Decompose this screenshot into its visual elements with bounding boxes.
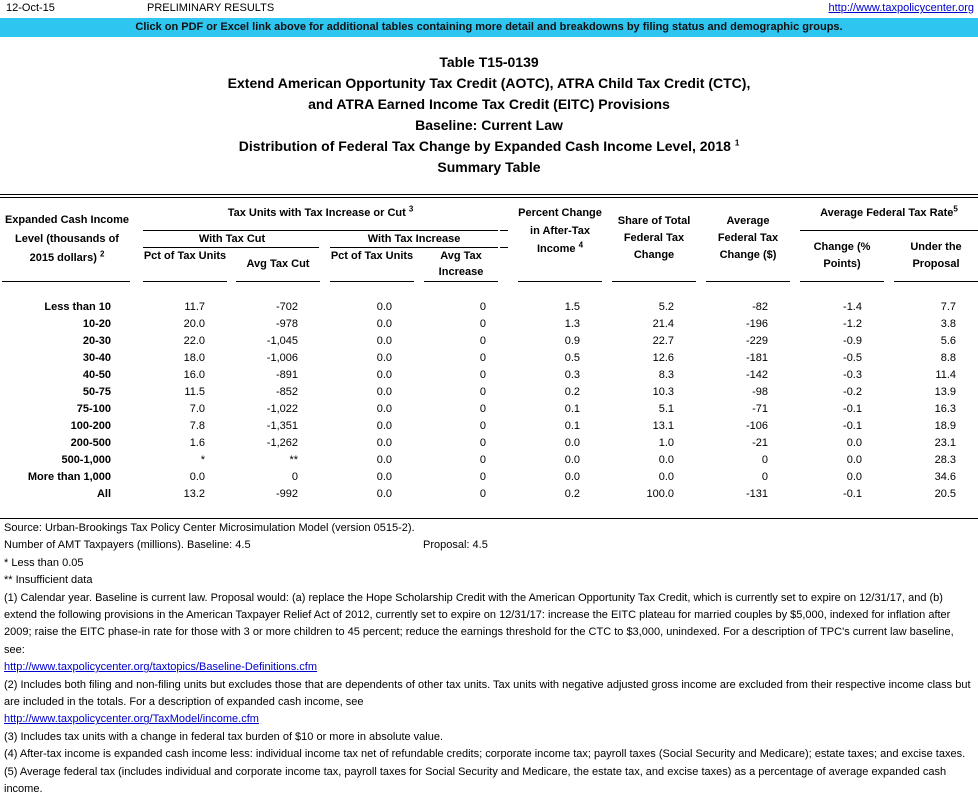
cell-rate-under-proposal: 3.8 — [940, 318, 956, 330]
footnotes — [4, 520, 974, 799]
cell-pct-change-after-tax: 0.1 — [564, 420, 580, 432]
cell-avg-fed-tax-change: -98 — [752, 386, 768, 398]
cell-pct-change-after-tax: 1.3 — [564, 318, 580, 330]
cell-share-total-change: 13.1 — [652, 420, 674, 432]
cell-pct-units-cut: 20.0 — [183, 318, 205, 330]
header-underline — [2, 281, 130, 282]
table-row — [0, 333, 978, 350]
col-group-with-tax-cut: With Tax Cut — [198, 233, 266, 245]
table-id: Table T15-0139 — [439, 54, 539, 70]
cell-income-level: 20-30 — [82, 335, 111, 347]
table-row — [0, 299, 978, 316]
cell-avg-tax-increase: 0 — [479, 471, 486, 483]
double-star-note: ** Insufficient data — [4, 574, 93, 587]
cell-rate-change: -1.2 — [843, 318, 862, 330]
cell-pct-change-after-tax: 0.2 — [564, 386, 580, 398]
cell-pct-change-after-tax: 0.3 — [564, 369, 580, 381]
cell-pct-units-cut: 7.0 — [189, 403, 205, 415]
cell-avg-fed-tax-change: -196 — [745, 318, 768, 330]
cell-pct-units-cut: * — [200, 454, 205, 466]
summary-title: Summary Table — [437, 159, 541, 175]
amt-baseline: Number of AMT Taxpayers (millions). Baseline: 4.5 — [4, 539, 251, 552]
cell-rate-change: -1.4 — [843, 301, 862, 313]
cell-avg-tax-increase: 0 — [479, 386, 486, 398]
cell-avg-tax-increase: 0 — [479, 420, 486, 432]
cell-rate-under-proposal: 16.3 — [934, 403, 956, 415]
cell-pct-units-increase: 0.0 — [376, 301, 392, 313]
header-underline — [500, 247, 508, 248]
cell-avg-tax-increase: 0 — [479, 335, 486, 347]
table-row — [0, 486, 978, 503]
cell-avg-tax-increase: 0 — [479, 318, 486, 330]
cell-pct-units-cut: 16.0 — [183, 369, 205, 381]
header-underline — [518, 281, 602, 282]
cell-share-total-change: 22.7 — [652, 335, 674, 347]
cell-avg-fed-tax-change: -106 — [745, 420, 768, 432]
cell-rate-change: -0.1 — [843, 403, 862, 415]
cell-share-total-change: 8.3 — [658, 369, 674, 381]
cell-avg-tax-increase: 0 — [479, 369, 486, 381]
cell-avg-fed-tax-change: -71 — [752, 403, 768, 415]
cell-income-level: 100-200 — [70, 420, 111, 432]
col-group-tax-units: Tax Units with Tax Increase or Cut $^3$ — [227, 204, 414, 219]
cell-share-total-change: 12.6 — [652, 352, 674, 364]
cell-share-total-change: 10.3 — [652, 386, 674, 398]
cell-income-level: 500-1,000 — [61, 454, 111, 466]
cell-income-level: 75-100 — [76, 403, 111, 415]
cell-pct-units-increase: 0.0 — [376, 335, 392, 347]
cell-avg-fed-tax-change: -21 — [752, 437, 768, 449]
cell-avg-tax-cut: ** — [289, 454, 298, 466]
col-header-rate-change: Change (% Points) — [813, 241, 871, 270]
cell-pct-change-after-tax: 0.0 — [564, 437, 580, 449]
table-row — [0, 452, 978, 469]
cell-pct-units-increase: 0.0 — [376, 352, 392, 364]
cell-rate-under-proposal: 5.6 — [940, 335, 956, 347]
cell-rate-change: -0.2 — [843, 386, 862, 398]
cell-rate-change: 0.0 — [846, 471, 862, 483]
col-header-share-total-change: Share of Total Federal Tax Change — [617, 215, 691, 261]
cell-rate-change: 0.0 — [846, 454, 862, 466]
col-header-pct-units-increase: Pct of Tax Units — [330, 250, 414, 262]
cell-income-level: 10-20 — [82, 318, 111, 330]
tpc-site-link[interactable]: http://www.taxpolicycenter.org — [828, 2, 974, 14]
top-rule — [0, 194, 978, 195]
top-rule — [0, 197, 978, 198]
cell-pct-units-increase: 0.0 — [376, 318, 392, 330]
cell-pct-units-cut: 13.2 — [183, 488, 205, 500]
cell-pct-units-increase: 0.0 — [376, 454, 392, 466]
cell-avg-tax-cut: -1,262 — [266, 437, 298, 449]
header-underline — [894, 281, 978, 282]
cell-share-total-change: 5.1 — [658, 403, 674, 415]
header-underline — [706, 281, 790, 282]
header-underline — [800, 230, 978, 231]
income-definition-link[interactable]: http://www.taxpolicycenter.org/TaxModel/income.cfm — [4, 713, 259, 726]
col-header-rate-under-proposal: Under the Proposal — [910, 241, 962, 270]
table-row — [0, 469, 978, 486]
baseline-definitions-link[interactable]: http://www.taxpolicycenter.org/taxtopics/Baseline-Definitions.cfm — [4, 661, 318, 674]
cell-avg-fed-tax-change: -181 — [745, 352, 768, 364]
cell-avg-fed-tax-change: -131 — [745, 488, 768, 500]
bottom-rule — [0, 518, 978, 519]
cell-share-total-change: 21.4 — [652, 318, 674, 330]
cell-rate-change: -0.1 — [843, 488, 862, 500]
cell-avg-tax-cut: -978 — [275, 318, 298, 330]
table-row — [0, 418, 978, 435]
cell-avg-tax-cut: -1,351 — [266, 420, 298, 432]
cell-avg-tax-cut: -702 — [275, 301, 298, 313]
top-bar — [0, 0, 978, 18]
cell-rate-change: 0.0 — [846, 437, 862, 449]
cell-avg-fed-tax-change: 0 — [761, 454, 768, 466]
table-row — [0, 401, 978, 418]
table-row — [0, 316, 978, 333]
cell-income-level: 200-500 — [70, 437, 111, 449]
amt-note — [4, 537, 974, 554]
cell-pct-change-after-tax: 0.0 — [564, 454, 580, 466]
title-line-1: Extend American Opportunity Tax Credit (AOTC), ATRA Child Tax Credit (CTC), — [227, 75, 751, 91]
cell-avg-tax-cut: -1,022 — [266, 403, 298, 415]
header-underline — [424, 281, 498, 282]
col-header-income-level: Expanded Cash Income Level (thousands of 2015 dollars) $^2$ — [4, 214, 130, 264]
footnote-5: (5) Average federal tax (includes individual and corporate income tax, payroll taxes for Social Security and Medicare, the estate tax, and excise taxes) as a percentage of average expanded cash income. — [4, 765, 947, 796]
star-note: * Less than 0.05 — [4, 556, 84, 569]
cell-avg-tax-cut: -1,045 — [266, 335, 298, 347]
cell-share-total-change: 1.0 — [658, 437, 674, 449]
cell-avg-tax-increase: 0 — [479, 454, 486, 466]
table-row — [0, 367, 978, 384]
cell-pct-change-after-tax: 0.0 — [564, 471, 580, 483]
col-group-avg-fed-tax-rate: Average Federal Tax Rate$^5$ — [820, 204, 958, 219]
cell-avg-fed-tax-change: -82 — [752, 301, 768, 313]
cell-rate-under-proposal: 20.5 — [934, 488, 956, 500]
cell-income-level: All — [96, 488, 111, 500]
footnote-2: (2) Includes both filing and non-filing units but excludes those that are dependents of other tax units. Tax units with negative adjusted gross income are excluded from their respective income class but are included in the totals. For a description of expanded cash income, see — [4, 678, 971, 709]
distribution-title: Distribution of Federal Tax Change by Expanded Cash Income Level, 2018 $^1$ — [238, 138, 740, 154]
cell-pct-units-cut: 0.0 — [189, 471, 205, 483]
cell-avg-tax-cut: -891 — [275, 369, 298, 381]
cell-pct-units-increase: 0.0 — [376, 488, 392, 500]
cell-avg-tax-increase: 0 — [479, 352, 486, 364]
cell-avg-tax-cut: -992 — [275, 488, 298, 500]
cell-rate-under-proposal: 13.9 — [934, 386, 956, 398]
cell-avg-tax-cut: -1,006 — [266, 352, 298, 364]
col-header-pct-units-cut: Pct of Tax Units — [143, 250, 227, 262]
cell-avg-fed-tax-change: -229 — [745, 335, 768, 347]
cell-pct-change-after-tax: 0.5 — [564, 352, 580, 364]
cell-income-level: 50-75 — [82, 386, 111, 398]
cell-pct-units-increase: 0.0 — [376, 420, 392, 432]
footnote-ref: 1 — [734, 138, 740, 148]
cell-avg-tax-cut: -852 — [275, 386, 298, 398]
preliminary-label: PRELIMINARY RESULTS — [147, 2, 275, 14]
cell-pct-units-cut: 18.0 — [183, 352, 205, 364]
cell-pct-change-after-tax: 0.9 — [564, 335, 580, 347]
info-banner: Click on PDF or Excel link above for additional tables containing more detail and breakdowns by filing status and demographic groups. — [0, 18, 978, 37]
cell-rate-change: -0.5 — [843, 352, 862, 364]
table-titles — [0, 52, 978, 178]
cell-avg-tax-increase: 0 — [479, 488, 486, 500]
header-underline — [236, 281, 320, 282]
col-header-avg-fed-tax-change: Average Federal Tax Change ($) — [717, 215, 779, 261]
table-row — [0, 435, 978, 452]
footnote-3: (3) Includes tax units with a change in federal tax burden of $10 or more in absolute value. — [4, 730, 444, 743]
cell-income-level: 30-40 — [82, 352, 111, 364]
cell-rate-under-proposal: 7.7 — [940, 301, 956, 313]
header-underline — [800, 281, 884, 282]
cell-avg-tax-cut: 0 — [291, 471, 298, 483]
col-header-pct-change-after-tax: Percent Change in After-Tax Income $^4$ — [518, 207, 602, 255]
cell-pct-units-cut: 7.8 — [189, 420, 205, 432]
header-underline — [143, 281, 227, 282]
col-group-with-tax-increase: With Tax Increase — [367, 233, 461, 245]
cell-income-level: 40-50 — [82, 369, 111, 381]
table-row — [0, 350, 978, 367]
cell-avg-tax-increase: 0 — [479, 437, 486, 449]
cell-share-total-change: 100.0 — [646, 488, 674, 500]
col-header-avg-tax-cut: Avg Tax Cut — [246, 258, 310, 270]
amt-proposal: Proposal: 4.5 — [423, 539, 488, 552]
cell-pct-units-cut: 22.0 — [183, 335, 205, 347]
footnote-4: (4) After-tax income is expanded cash income less: individual income tax net of refundable credits; corporate income tax; payroll taxes (Social Security and Medicare); estate taxes; and excise taxes. — [4, 748, 966, 761]
col-header-avg-tax-increase: Avg Tax Increase — [438, 250, 484, 278]
cell-rate-under-proposal: 23.1 — [934, 437, 956, 449]
cell-pct-change-after-tax: 0.1 — [564, 403, 580, 415]
cell-share-total-change: 0.0 — [658, 471, 674, 483]
cell-rate-under-proposal: 8.8 — [940, 352, 956, 364]
cell-pct-change-after-tax: 1.5 — [564, 301, 580, 313]
cell-pct-units-increase: 0.0 — [376, 403, 392, 415]
cell-pct-units-cut: 11.7 — [184, 301, 205, 313]
table-row — [0, 384, 978, 401]
cell-avg-fed-tax-change: -142 — [745, 369, 768, 381]
cell-avg-tax-increase: 0 — [479, 301, 486, 313]
footnote-1: (1) Calendar year. Baseline is current law. Proposal would: (a) replace the Hope Scholarship Credit with the American Opportunity Tax Credit, which is currently set to expire on 12/31/17, and (b) extend the following provisions in the American Taxpayer Relief Act of 2012, currently set to expire on 12/31/17: increase the EITC plateau for married couples by $5,000, indexed for inflation after 2009; raise the EITC phase-in rate for those with 3 or more children to 45 percent; reduce the earnings threshold for the CTC to $3,000, unindexed. For a description of TPC's current law baseline, see: — [4, 591, 954, 656]
cell-pct-units-increase: 0.0 — [376, 437, 392, 449]
source-note: Source: Urban-Brookings Tax Policy Center Microsimulation Model (version 0515-2). — [4, 522, 415, 534]
cell-avg-tax-increase: 0 — [479, 403, 486, 415]
baseline-title: Baseline: Current Law — [415, 117, 563, 133]
cell-rate-under-proposal: 28.3 — [934, 454, 956, 466]
header-underline — [612, 281, 696, 282]
header-underline — [330, 281, 414, 282]
cell-pct-units-increase: 0.0 — [376, 369, 392, 381]
cell-pct-units-increase: 0.0 — [376, 386, 392, 398]
cell-rate-under-proposal: 18.9 — [934, 420, 956, 432]
cell-avg-fed-tax-change: 0 — [761, 471, 768, 483]
cell-rate-change: -0.3 — [843, 369, 862, 381]
cell-rate-under-proposal: 34.6 — [934, 471, 956, 483]
cell-rate-under-proposal: 11.4 — [935, 369, 956, 381]
cell-pct-units-increase: 0.0 — [376, 471, 392, 483]
cell-pct-units-cut: 11.5 — [184, 386, 205, 398]
cell-pct-units-cut: 1.6 — [189, 437, 205, 449]
cell-pct-change-after-tax: 0.2 — [564, 488, 580, 500]
cell-income-level: More than 1,000 — [27, 471, 111, 483]
title-line-2: and ATRA Earned Income Tax Credit (EITC) Provisions — [308, 96, 670, 112]
report-date: 12-Oct-15 — [6, 2, 55, 14]
cell-income-level: Less than 10 — [44, 301, 111, 313]
cell-rate-change: -0.9 — [843, 335, 862, 347]
header-underline — [500, 230, 508, 231]
cell-rate-change: -0.1 — [843, 420, 862, 432]
cell-share-total-change: 0.0 — [658, 454, 674, 466]
cell-share-total-change: 5.2 — [658, 301, 674, 313]
